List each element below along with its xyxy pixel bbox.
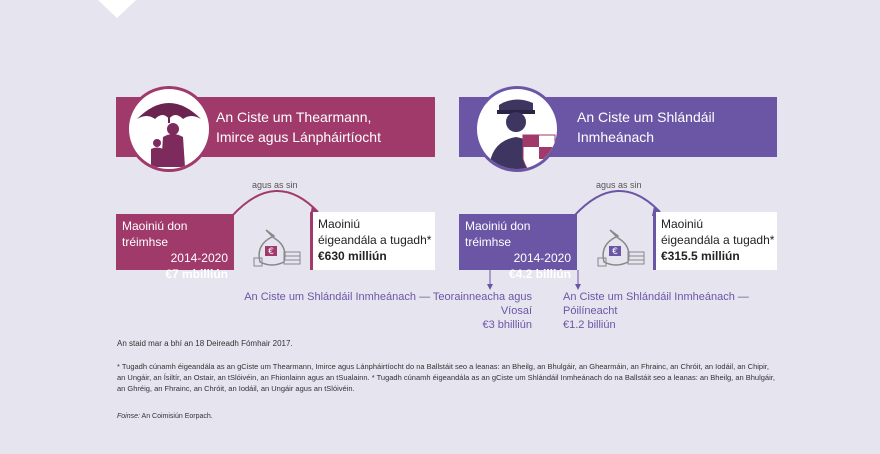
source-prefix: Foinse:: [117, 413, 140, 420]
family-umbrella-icon: [126, 86, 212, 172]
arc-label: agus as sin: [252, 180, 298, 190]
money-bag-euro-icon: [596, 222, 646, 268]
emergency-amount: €630 milliún: [318, 249, 387, 263]
status-note: An staid mar a bhí an 18 Deireadh Fómhair 2017.: [117, 339, 293, 348]
emergency-amount: €315.5 milliún: [661, 249, 740, 263]
banner-title-line1: An Ciste um Shlándáil: [577, 109, 715, 125]
banner-title-line2: Inmheánach: [577, 129, 655, 145]
source-line: [117, 413, 213, 420]
subfund-amount: €3 bhilliún: [482, 319, 532, 331]
svg-text:€: €: [268, 247, 274, 257]
emergency-label-line1: Maoiniú: [318, 217, 361, 231]
svg-text:€: €: [612, 247, 618, 257]
emergency-label-line2: éigeandála a tugadh*: [661, 233, 775, 247]
source-text: An Coimisiún Eorpach.: [139, 413, 213, 420]
banner-title-line2: Imirce agus Lánpháirtíocht: [216, 129, 381, 145]
period-funding-box-amif: [116, 214, 234, 281]
emergency-label-line1: Maoiniú: [661, 217, 704, 231]
split-arrows: [486, 270, 586, 292]
arc-label: agus as sin: [596, 180, 642, 190]
police-officer-shield-icon: [474, 86, 560, 172]
footnote: * Tugadh cúnamh éigeandála as an gCiste um Thearmann, Imirce agus Lánpháirtíocht do na Ballstáit seo a leanas: an Bheilg, an Bhulgáir, an Ghearmáin, an Fhrainc, an Chróit, an Iodáil, an Chipir, an Ungáir, an Ísiltír, an Ostair, an tSlóivéin, an Fhionlainn agus an tSualainn. * Tugadh cúnamh éigeandála as an gCiste um Shlándáil Inmheánach do na Ballstáit seo a leanas: an Bheilg, an Bhulgáir, an Ghréig, an Fhrainc, an Chróit, an Iodáil, an Ungáir agus an tSlóivéin.: [117, 362, 775, 393]
period-funding-box-isf: [459, 214, 577, 281]
period-label: Maoiniú don tréimhse: [465, 219, 531, 249]
emergency-label-line2: éigeandála a tugadh*: [318, 233, 432, 247]
period-amount: €4.2 billiún: [508, 267, 571, 281]
subfund-label: An Ciste um Shlándáil Inmheánach — Teorainneacha agus Víosaí: [244, 291, 532, 317]
emergency-funding-box-amif: [310, 212, 435, 270]
banner-title-line1: An Ciste um Thearmann,: [216, 109, 372, 125]
money-bag-euro-icon: [252, 222, 302, 268]
top-notch-decoration: [98, 0, 136, 18]
period-years: 2014-2020: [170, 251, 228, 265]
subfund-borders-visa: [218, 290, 532, 332]
period-label: Maoiniú don tréimhse: [122, 219, 188, 249]
emergency-funding-box-isf: [653, 212, 777, 270]
period-years: 2014-2020: [513, 251, 571, 265]
subfund-police: [563, 290, 803, 332]
period-amount: €7 mbilliún: [165, 267, 228, 281]
subfund-amount: €1.2 billiún: [563, 319, 616, 331]
subfund-label: An Ciste um Shlándáil Inmheánach — Póilíneacht: [563, 291, 749, 317]
